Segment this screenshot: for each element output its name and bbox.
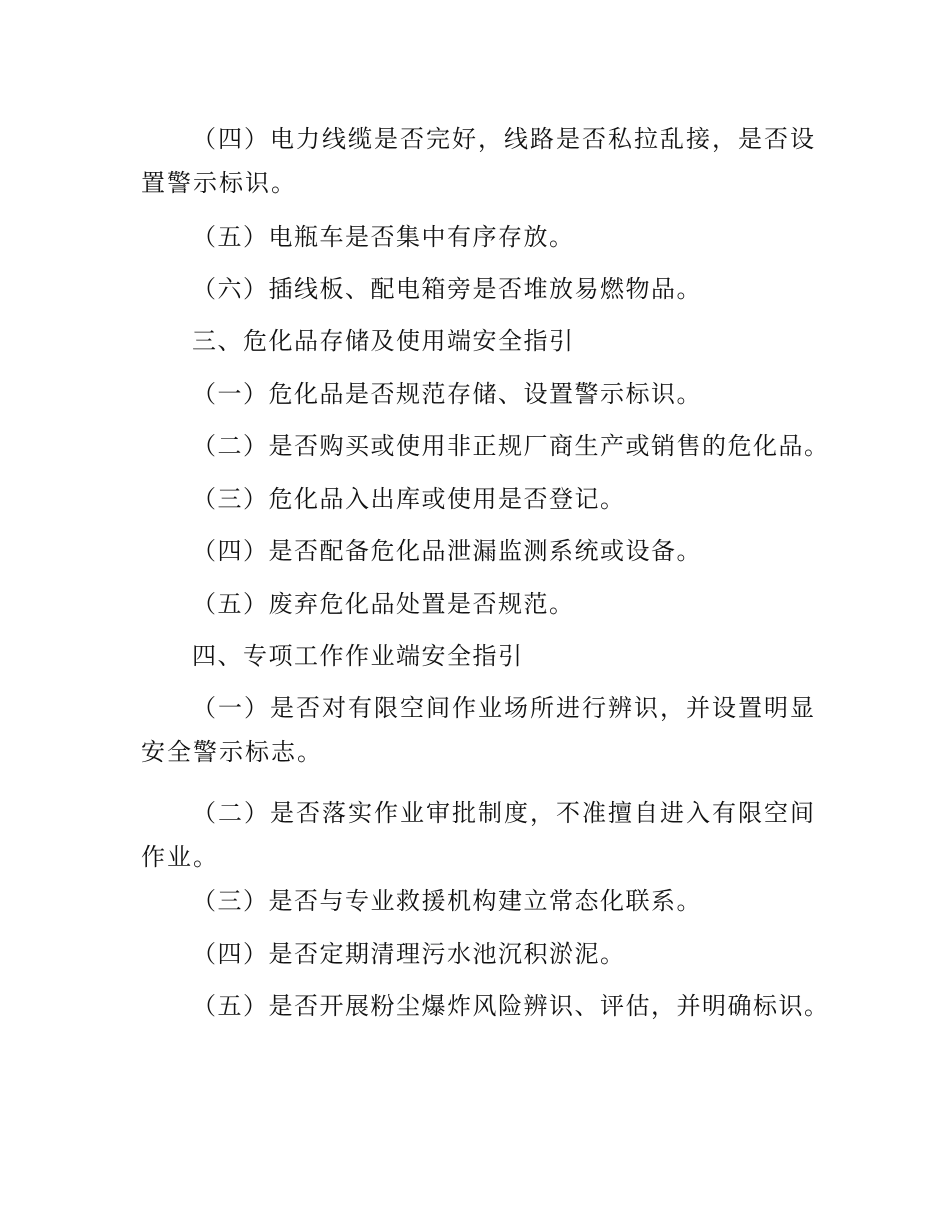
paragraph-waste-disposal: （五）废弃危化品处置是否规范。 xyxy=(192,590,575,618)
section-heading-hazardous-chemicals: 三、危化品存储及使用端安全指引 xyxy=(192,327,575,355)
paragraph-rescue-contact: （三）是否与专业救援机构建立常态化联系。 xyxy=(192,887,702,915)
paragraph-leak-monitoring: （四）是否配备危化品泄漏监测系统或设备。 xyxy=(192,537,702,565)
paragraph-e-bike: （五）电瓶车是否集中有序存放。 xyxy=(192,223,575,251)
paragraph-power-strip: （六）插线板、配电箱旁是否堆放易燃物品。 xyxy=(192,275,702,303)
section-heading-special-work: 四、专项工作作业端安全指引 xyxy=(192,642,524,670)
paragraph-chemical-registration: （三）危化品入出库或使用是否登记。 xyxy=(192,485,626,513)
paragraph-electric-cable: （四）电力线缆是否完好，线路是否私拉乱接，是否设置警示标识。 xyxy=(141,125,816,197)
paragraph-chemical-purchase: （二）是否购买或使用非正规厂商生产或销售的危化品。 xyxy=(192,432,830,460)
paragraph-sludge-cleaning: （四）是否定期清理污水池沉积淤泥。 xyxy=(192,940,626,968)
paragraph-dust-explosion: （五）是否开展粉尘爆炸风险辨识、评估，并明确标识。 xyxy=(192,992,830,1020)
paragraph-work-approval: （二）是否落实作业审批制度，不准擅自进入有限空间作业。 xyxy=(141,799,816,871)
paragraph-chemical-storage: （一）危化品是否规范存储、设置警示标识。 xyxy=(192,380,702,408)
paragraph-confined-space-identification: （一）是否对有限空间作业场所进行辨识，并设置明显安全警示标志。 xyxy=(141,694,816,766)
